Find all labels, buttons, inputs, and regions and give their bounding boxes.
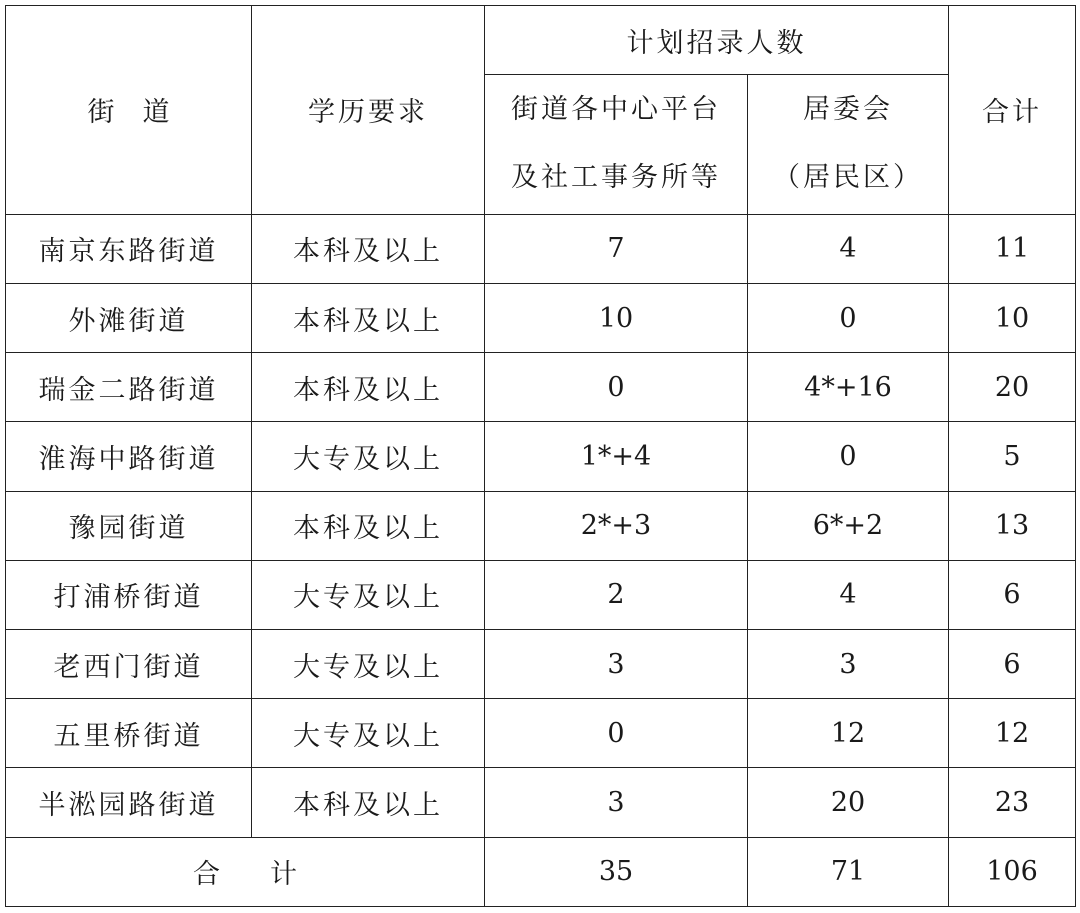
cell-committee: 0 xyxy=(748,422,949,491)
cell-education: 本科及以上 xyxy=(252,768,485,837)
cell-street: 老西门街道 xyxy=(6,629,252,698)
table-row xyxy=(6,560,1076,629)
cell-street: 外滩街道 xyxy=(6,283,252,352)
cell-education: 大专及以上 xyxy=(252,629,485,698)
header-street-label: 街道 xyxy=(87,97,198,129)
header-street xyxy=(6,6,252,215)
cell-street: 半淞园路街道 xyxy=(6,768,252,837)
cell-street: 南京东路街道 xyxy=(6,214,252,283)
table-row xyxy=(6,353,1076,422)
header-row-1 xyxy=(6,6,1076,75)
footer-committee: 71 xyxy=(748,837,949,906)
table-row xyxy=(6,491,1076,560)
table-row xyxy=(6,422,1076,491)
footer-row xyxy=(6,837,1076,906)
footer-total: 106 xyxy=(949,837,1076,906)
footer-label: 合计 xyxy=(193,859,347,891)
cell-education: 本科及以上 xyxy=(252,283,485,352)
header-committee-line1: 居委会 xyxy=(803,94,893,126)
cell-center: 10 xyxy=(485,283,748,352)
header-total-label: 合计 xyxy=(982,97,1042,129)
recruitment-table-wrapper xyxy=(5,5,1075,907)
cell-committee: 6*+2 xyxy=(748,491,949,560)
header-education xyxy=(252,6,485,215)
cell-total: 12 xyxy=(949,699,1076,768)
cell-committee: 0 xyxy=(748,283,949,352)
cell-committee: 20 xyxy=(748,768,949,837)
cell-committee: 4 xyxy=(748,560,949,629)
recruitment-plan-table xyxy=(5,5,1076,907)
cell-committee: 12 xyxy=(748,699,949,768)
cell-education: 本科及以上 xyxy=(252,214,485,283)
cell-center: 7 xyxy=(485,214,748,283)
cell-total: 6 xyxy=(949,629,1076,698)
footer-label-cell xyxy=(6,837,485,906)
cell-center: 2 xyxy=(485,560,748,629)
header-education-label: 学历要求 xyxy=(308,97,428,129)
header-plan-group-label: 计划招录人数 xyxy=(626,27,807,59)
cell-center: 1*+4 xyxy=(485,422,748,491)
footer-center: 35 xyxy=(485,837,748,906)
cell-center: 0 xyxy=(485,699,748,768)
cell-total: 20 xyxy=(949,353,1076,422)
cell-total: 11 xyxy=(949,214,1076,283)
table-row xyxy=(6,768,1076,837)
header-committee xyxy=(748,75,949,214)
cell-total: 10 xyxy=(949,283,1076,352)
cell-street: 豫园街道 xyxy=(6,491,252,560)
table-row xyxy=(6,283,1076,352)
table-row xyxy=(6,629,1076,698)
header-center-line1: 街道各中心平台 xyxy=(511,94,721,126)
table-row xyxy=(6,214,1076,283)
cell-center: 3 xyxy=(485,629,748,698)
cell-education: 本科及以上 xyxy=(252,353,485,422)
cell-committee: 3 xyxy=(748,629,949,698)
header-total xyxy=(949,6,1076,215)
cell-committee: 4*+16 xyxy=(748,353,949,422)
table-row xyxy=(6,699,1076,768)
cell-total: 5 xyxy=(949,422,1076,491)
cell-street: 五里桥街道 xyxy=(6,699,252,768)
cell-education: 大专及以上 xyxy=(252,560,485,629)
header-center xyxy=(485,75,748,214)
cell-street: 打浦桥街道 xyxy=(6,560,252,629)
header-committee-line2: （居民区） xyxy=(773,162,923,194)
cell-education: 本科及以上 xyxy=(252,491,485,560)
cell-total: 23 xyxy=(949,768,1076,837)
header-center-line2: 及社工事务所等 xyxy=(511,162,721,194)
cell-education: 大专及以上 xyxy=(252,422,485,491)
cell-center: 0 xyxy=(485,353,748,422)
cell-center: 3 xyxy=(485,768,748,837)
cell-committee: 4 xyxy=(748,214,949,283)
cell-total: 6 xyxy=(949,560,1076,629)
cell-total: 13 xyxy=(949,491,1076,560)
cell-center: 2*+3 xyxy=(485,491,748,560)
cell-street: 瑞金二路街道 xyxy=(6,353,252,422)
header-plan-group xyxy=(485,6,949,75)
cell-education: 大专及以上 xyxy=(252,699,485,768)
cell-street: 淮海中路街道 xyxy=(6,422,252,491)
